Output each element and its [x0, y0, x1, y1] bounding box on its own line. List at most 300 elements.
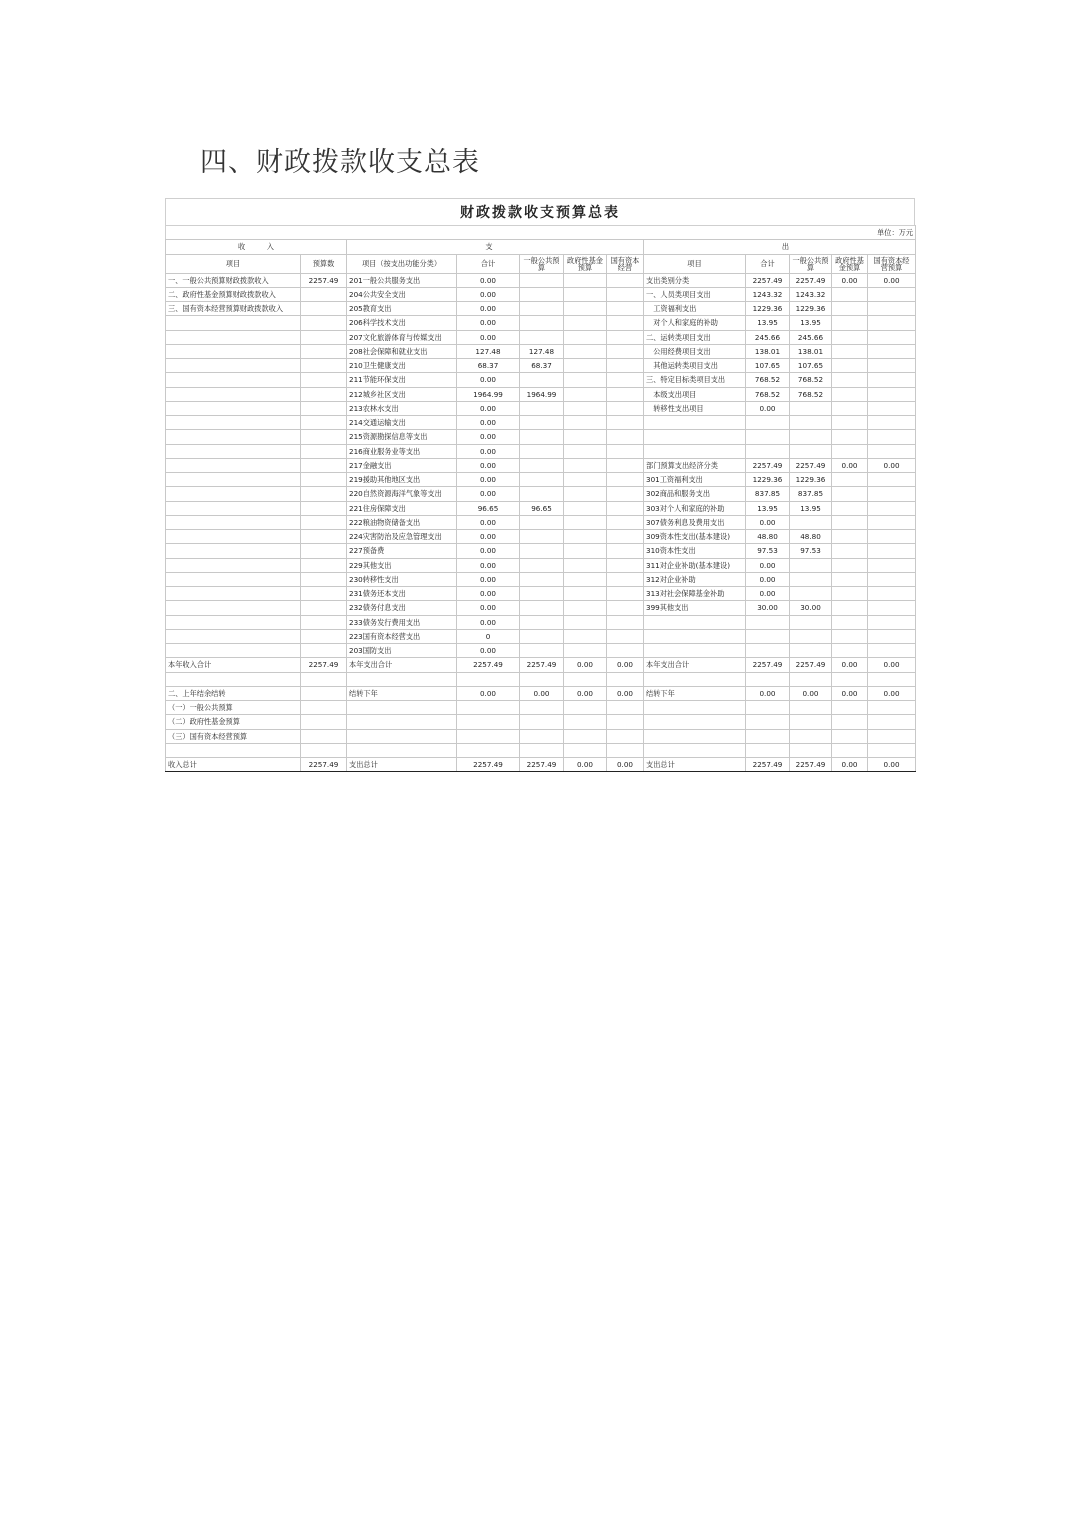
- table-cell: [347, 672, 457, 686]
- table-cell: 1243.32: [790, 287, 832, 301]
- table-cell: 0.00: [746, 587, 790, 601]
- table-cell: 本级支出项目: [644, 387, 746, 401]
- table-cell: [457, 701, 520, 715]
- table-cell: [564, 273, 607, 287]
- table-cell: 13.95: [790, 501, 832, 515]
- table-cell: [607, 302, 644, 316]
- table-cell: [607, 344, 644, 358]
- table-cell: [868, 373, 916, 387]
- group-header-row: [166, 240, 916, 254]
- table-cell: 公用经费项目支出: [644, 344, 746, 358]
- table-cell: 一、一般公共预算财政拨款收入: [166, 273, 301, 287]
- table-cell: [868, 587, 916, 601]
- table-cell: 三、特定目标类项目支出: [644, 373, 746, 387]
- table-row: [166, 401, 916, 415]
- table-cell: [832, 373, 868, 387]
- table-cell: [166, 544, 301, 558]
- table-cell: [301, 387, 347, 401]
- table-cell: 312对企业补助: [644, 572, 746, 586]
- table-cell: 48.80: [790, 530, 832, 544]
- table-cell: [347, 701, 457, 715]
- income-group-header: 收 入: [166, 240, 347, 254]
- table-cell: [746, 644, 790, 658]
- table-cell: 2257.49: [790, 273, 832, 287]
- table-cell: [166, 401, 301, 415]
- table-cell: [644, 715, 746, 729]
- table-cell: [832, 544, 868, 558]
- table-cell: [301, 558, 347, 572]
- table-cell: [301, 302, 347, 316]
- table-cell: [166, 587, 301, 601]
- column-header: 合计: [457, 254, 520, 273]
- table-cell: [520, 273, 564, 287]
- table-cell: [868, 444, 916, 458]
- table-cell: 13.95: [746, 501, 790, 515]
- table-cell: [520, 302, 564, 316]
- table-cell: 0.00: [607, 658, 644, 672]
- table-cell: 233债务发行费用支出: [347, 615, 457, 629]
- table-cell: [166, 515, 301, 529]
- table-cell: [832, 487, 868, 501]
- table-cell: [564, 672, 607, 686]
- table-cell: [564, 430, 607, 444]
- column-header: 项目: [166, 254, 301, 273]
- table-cell: 0.00: [457, 444, 520, 458]
- table-cell: 107.65: [746, 359, 790, 373]
- table-cell: [166, 344, 301, 358]
- table-cell: [520, 629, 564, 643]
- table-cell: 2257.49: [746, 273, 790, 287]
- table-cell: 2257.49: [520, 658, 564, 672]
- table-row: [166, 458, 916, 472]
- table-cell: 二、运转类项目支出: [644, 330, 746, 344]
- table-cell: [832, 515, 868, 529]
- table-cell: [166, 558, 301, 572]
- table-row: [166, 530, 916, 544]
- table-cell: 214交通运输支出: [347, 416, 457, 430]
- table-cell: 0.00: [790, 686, 832, 700]
- table-cell: [868, 430, 916, 444]
- table-cell: [868, 487, 916, 501]
- table-cell: [868, 287, 916, 301]
- table-cell: 0.00: [832, 273, 868, 287]
- table-cell: [564, 330, 607, 344]
- table-cell: 213农林水支出: [347, 401, 457, 415]
- table-cell: [868, 515, 916, 529]
- table-cell: 0.00: [746, 401, 790, 415]
- table-cell: [607, 729, 644, 743]
- table-cell: 0.00: [746, 558, 790, 572]
- table-cell: 0.00: [457, 273, 520, 287]
- table-cell: [301, 330, 347, 344]
- table-row: [166, 644, 916, 658]
- table-cell: 229其他支出: [347, 558, 457, 572]
- table-cell: 307债务利息及费用支出: [644, 515, 746, 529]
- table-row: [166, 473, 916, 487]
- table-cell: 303对个人和家庭的补助: [644, 501, 746, 515]
- table-cell: [832, 615, 868, 629]
- table-cell: 768.52: [790, 373, 832, 387]
- table-cell: [868, 701, 916, 715]
- table-cell: [457, 729, 520, 743]
- table-cell: [520, 530, 564, 544]
- table-cell: 2257.49: [790, 758, 832, 772]
- table-row: [166, 686, 916, 700]
- table-cell: [868, 644, 916, 658]
- table-cell: [790, 644, 832, 658]
- table-cell: [868, 743, 916, 757]
- table-cell: 其他运转类项目支出: [644, 359, 746, 373]
- table-cell: 三、国有资本经营预算财政拨款收入: [166, 302, 301, 316]
- table-row: [166, 587, 916, 601]
- table-cell: [832, 401, 868, 415]
- table-cell: [832, 715, 868, 729]
- table-cell: [520, 473, 564, 487]
- table-cell: 210卫生健康支出: [347, 359, 457, 373]
- table-cell: [520, 444, 564, 458]
- table-cell: [347, 743, 457, 757]
- table-row: [166, 316, 916, 330]
- table-cell: [832, 572, 868, 586]
- table-cell: [790, 572, 832, 586]
- table-cell: [644, 644, 746, 658]
- table-cell: 一、人员类项目支出: [644, 287, 746, 301]
- table-cell: [644, 444, 746, 458]
- table-cell: [520, 615, 564, 629]
- table-cell: [564, 401, 607, 415]
- table-cell: [564, 544, 607, 558]
- table-row: [166, 729, 916, 743]
- table-cell: [301, 344, 347, 358]
- table-cell: [868, 359, 916, 373]
- table-cell: [520, 430, 564, 444]
- table-row: [166, 701, 916, 715]
- table-cell: 0.00: [457, 316, 520, 330]
- table-cell: [301, 629, 347, 643]
- table-cell: 0.00: [746, 686, 790, 700]
- table-cell: 0.00: [746, 572, 790, 586]
- table-cell: [166, 487, 301, 501]
- table-cell: [301, 587, 347, 601]
- table-cell: [607, 387, 644, 401]
- column-header: 国有资本经营预算: [868, 254, 916, 273]
- table-cell: 0.00: [457, 287, 520, 301]
- table-cell: [564, 458, 607, 472]
- table-cell: [301, 430, 347, 444]
- table-cell: 0.00: [457, 530, 520, 544]
- table-cell: 30.00: [790, 601, 832, 615]
- table-cell: 399其他支出: [644, 601, 746, 615]
- table-row: [166, 601, 916, 615]
- table-cell: [607, 587, 644, 601]
- budget-table: [165, 225, 916, 772]
- table-cell: 0.00: [457, 458, 520, 472]
- table-cell: 0.00: [607, 758, 644, 772]
- table-cell: 309资本性支出(基本建设): [644, 530, 746, 544]
- table-cell: [564, 701, 607, 715]
- table-cell: [564, 743, 607, 757]
- table-cell: [832, 501, 868, 515]
- table-cell: 0.00: [457, 330, 520, 344]
- table-cell: 223国有资本经营支出: [347, 629, 457, 643]
- table-cell: [868, 629, 916, 643]
- table-cell: [301, 572, 347, 586]
- table-cell: 205教育支出: [347, 302, 457, 316]
- table-cell: [607, 629, 644, 643]
- table-cell: 1229.36: [746, 473, 790, 487]
- table-cell: （二）政府性基金预算: [166, 715, 301, 729]
- table-cell: 227预备费: [347, 544, 457, 558]
- table-cell: 部门预算支出经济分类: [644, 458, 746, 472]
- table-cell: 232债务付息支出: [347, 601, 457, 615]
- table-cell: [520, 587, 564, 601]
- table-cell: [564, 373, 607, 387]
- table-cell: 138.01: [790, 344, 832, 358]
- table-cell: 0.00: [457, 302, 520, 316]
- column-header: 合计: [746, 254, 790, 273]
- table-cell: [832, 530, 868, 544]
- table-cell: 0.00: [457, 615, 520, 629]
- table-cell: [832, 729, 868, 743]
- table-cell: 311对企业补助(基本建设): [644, 558, 746, 572]
- table-cell: 68.37: [520, 359, 564, 373]
- table-cell: [564, 572, 607, 586]
- table-cell: [166, 387, 301, 401]
- table-cell: [644, 672, 746, 686]
- table-cell: [301, 729, 347, 743]
- table-cell: [832, 359, 868, 373]
- table-cell: [520, 373, 564, 387]
- table-cell: 0.00: [457, 572, 520, 586]
- table-cell: 97.53: [790, 544, 832, 558]
- table-cell: [607, 672, 644, 686]
- table-cell: 0.00: [564, 658, 607, 672]
- table-cell: [607, 487, 644, 501]
- table-cell: [832, 701, 868, 715]
- table-cell: 2257.49: [457, 758, 520, 772]
- table-cell: [746, 444, 790, 458]
- table-cell: [644, 701, 746, 715]
- table-cell: [301, 515, 347, 529]
- table-row: [166, 330, 916, 344]
- table-cell: [607, 316, 644, 330]
- table-cell: 310资本性支出: [644, 544, 746, 558]
- table-cell: [644, 430, 746, 444]
- table-cell: [564, 587, 607, 601]
- table-cell: [746, 672, 790, 686]
- expense-group-header-left: 支: [347, 240, 644, 254]
- table-cell: [166, 430, 301, 444]
- table-cell: 0.00: [457, 401, 520, 415]
- table-cell: [746, 430, 790, 444]
- table-cell: 96.65: [520, 501, 564, 515]
- table-cell: [166, 416, 301, 430]
- table-cell: [607, 373, 644, 387]
- table-cell: [520, 458, 564, 472]
- table-cell: [607, 501, 644, 515]
- table-cell: [832, 587, 868, 601]
- table-cell: [832, 558, 868, 572]
- column-header: 政府性基金预算: [564, 254, 607, 273]
- table-cell: 1964.99: [457, 387, 520, 401]
- table-cell: 本年支出合计: [644, 658, 746, 672]
- table-cell: [868, 416, 916, 430]
- table-cell: [347, 729, 457, 743]
- table-cell: [301, 316, 347, 330]
- column-header: 国有资本经营: [607, 254, 644, 273]
- table-cell: [868, 544, 916, 558]
- table-cell: [457, 672, 520, 686]
- table-cell: 结转下年: [347, 686, 457, 700]
- table-cell: 230转移性支出: [347, 572, 457, 586]
- table-cell: 2257.49: [790, 458, 832, 472]
- table-cell: [301, 473, 347, 487]
- table-cell: [832, 430, 868, 444]
- table-cell: 48.80: [746, 530, 790, 544]
- table-cell: 2257.49: [520, 758, 564, 772]
- table-cell: [607, 644, 644, 658]
- table-cell: 2257.49: [301, 658, 347, 672]
- table-cell: [520, 601, 564, 615]
- table-cell: [607, 330, 644, 344]
- table-cell: [457, 743, 520, 757]
- table-cell: [520, 572, 564, 586]
- table-cell: 0.00: [564, 758, 607, 772]
- table-cell: [832, 601, 868, 615]
- table-cell: [790, 430, 832, 444]
- column-header-row: [166, 254, 916, 273]
- table-cell: [301, 686, 347, 700]
- table-cell: [607, 558, 644, 572]
- table-cell: 302商品和服务支出: [644, 487, 746, 501]
- table-cell: [520, 743, 564, 757]
- table-cell: [868, 530, 916, 544]
- table-cell: [832, 330, 868, 344]
- table-cell: 0.00: [868, 458, 916, 472]
- table-cell: [166, 572, 301, 586]
- table-cell: [790, 416, 832, 430]
- table-cell: [301, 458, 347, 472]
- table-cell: [347, 715, 457, 729]
- table-cell: 245.66: [746, 330, 790, 344]
- column-header: 政府性基金预算: [832, 254, 868, 273]
- table-cell: 本年收入合计: [166, 658, 301, 672]
- table-cell: [746, 629, 790, 643]
- table-cell: 0.00: [868, 686, 916, 700]
- table-cell: [564, 444, 607, 458]
- table-cell: （一）一般公共预算: [166, 701, 301, 715]
- table-cell: 97.53: [746, 544, 790, 558]
- table-row: [166, 672, 916, 686]
- table-cell: [166, 644, 301, 658]
- table-cell: 219援助其他地区支出: [347, 473, 457, 487]
- table-cell: [301, 615, 347, 629]
- table-cell: [868, 615, 916, 629]
- table-cell: [607, 701, 644, 715]
- table-cell: [564, 359, 607, 373]
- table-row: [166, 359, 916, 373]
- table-row: [166, 373, 916, 387]
- table-cell: [520, 287, 564, 301]
- table-cell: 0.00: [457, 558, 520, 572]
- table-cell: 127.48: [520, 344, 564, 358]
- table-row: [166, 444, 916, 458]
- table-cell: [301, 501, 347, 515]
- table-cell: [166, 359, 301, 373]
- table-cell: [166, 330, 301, 344]
- table-row: [166, 572, 916, 586]
- table-cell: [607, 287, 644, 301]
- table-cell: [868, 316, 916, 330]
- table-cell: [301, 672, 347, 686]
- table-cell: [301, 287, 347, 301]
- table-cell: 收入总计: [166, 758, 301, 772]
- table-cell: [564, 287, 607, 301]
- table-cell: 301工资福利支出: [644, 473, 746, 487]
- table-cell: 0.00: [832, 686, 868, 700]
- table-cell: [644, 743, 746, 757]
- table-cell: 2257.49: [746, 458, 790, 472]
- table-cell: 0.00: [457, 416, 520, 430]
- table-cell: 结转下年: [644, 686, 746, 700]
- table-cell: [457, 715, 520, 729]
- table-row: [166, 658, 916, 672]
- table-cell: [868, 501, 916, 515]
- table-row: [166, 344, 916, 358]
- table-cell: [520, 715, 564, 729]
- table-row: [166, 273, 916, 287]
- table-cell: [520, 316, 564, 330]
- table-cell: 768.52: [790, 387, 832, 401]
- table-cell: [166, 530, 301, 544]
- table-cell: [746, 615, 790, 629]
- table-cell: 1229.36: [790, 302, 832, 316]
- table-cell: [301, 444, 347, 458]
- table-cell: 96.65: [457, 501, 520, 515]
- table-cell: [868, 729, 916, 743]
- table-cell: 313对社会保障基金补助: [644, 587, 746, 601]
- table-row: [166, 615, 916, 629]
- table-cell: 0.00: [868, 658, 916, 672]
- table-cell: 0.00: [457, 601, 520, 615]
- table-cell: [790, 672, 832, 686]
- table-cell: 231债务还本支出: [347, 587, 457, 601]
- table-cell: [564, 316, 607, 330]
- table-cell: 支出总计: [347, 758, 457, 772]
- table-cell: [832, 316, 868, 330]
- table-cell: 1229.36: [746, 302, 790, 316]
- table-title: 财政拨款收支预算总表: [165, 198, 915, 225]
- table-cell: 837.85: [746, 487, 790, 501]
- table-cell: 1229.36: [790, 473, 832, 487]
- table-cell: 0.00: [457, 644, 520, 658]
- table-cell: [520, 644, 564, 658]
- table-cell: 0.00: [457, 587, 520, 601]
- table-cell: [520, 544, 564, 558]
- table-cell: 201一般公共服务支出: [347, 273, 457, 287]
- table-cell: 支出类别分类: [644, 273, 746, 287]
- table-cell: 837.85: [790, 487, 832, 501]
- table-cell: [746, 729, 790, 743]
- table-cell: 13.95: [746, 316, 790, 330]
- table-cell: [607, 458, 644, 472]
- table-cell: [166, 373, 301, 387]
- table-cell: [868, 672, 916, 686]
- table-cell: [301, 544, 347, 558]
- table-cell: 204公共安全支出: [347, 287, 457, 301]
- table-cell: [832, 444, 868, 458]
- table-cell: [746, 416, 790, 430]
